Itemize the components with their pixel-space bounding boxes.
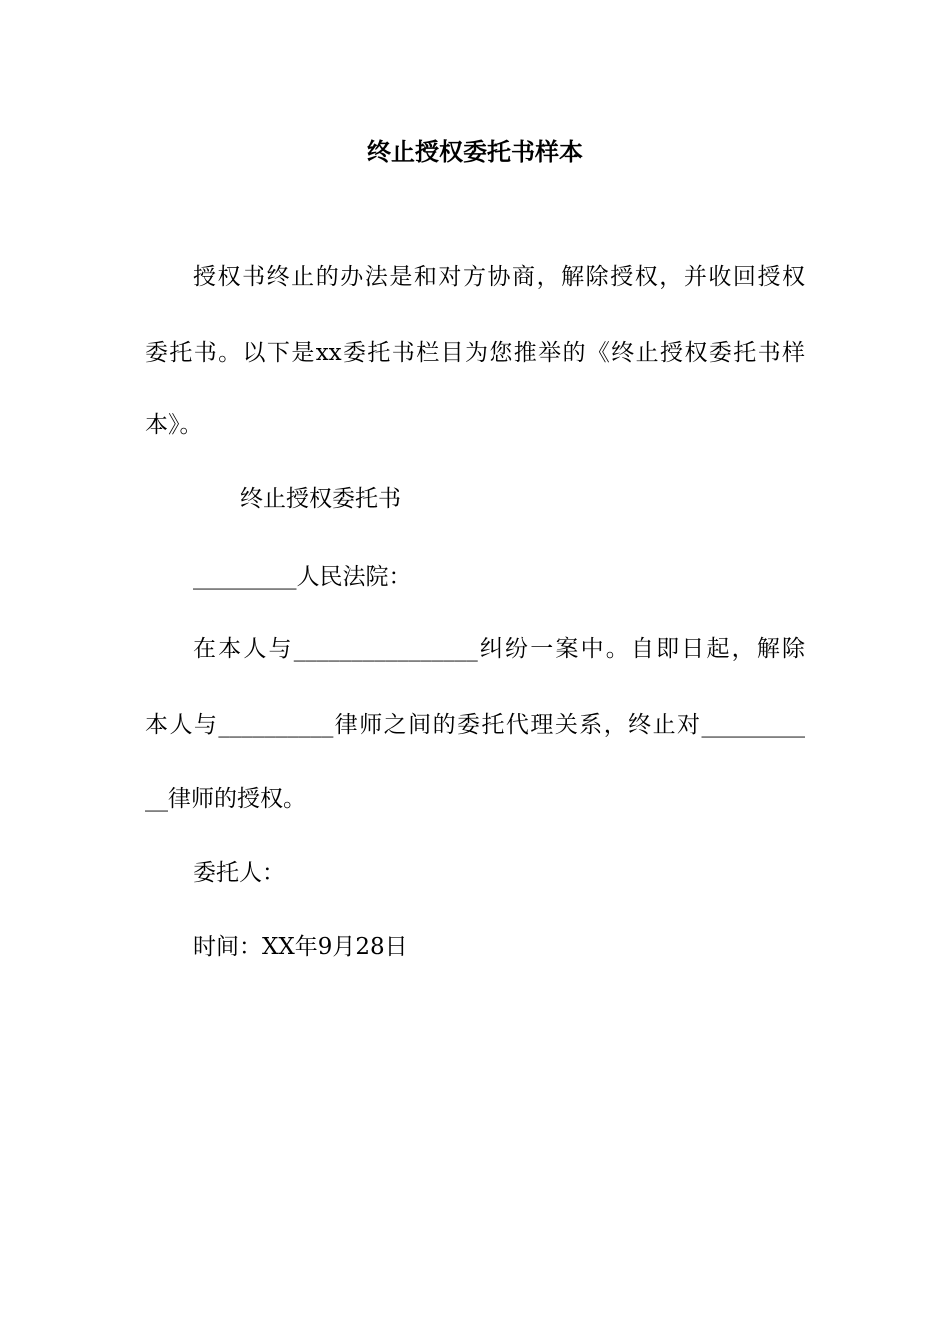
body-line-1: 在本人与________________纠纷一案中。自即日起，解除 [193,636,805,662]
date-line: 时间：XX年9月28日 [193,934,408,960]
letter-title: 终止授权委托书 [240,486,401,512]
body-line-2: 本人与__________律师之间的委托代理关系，终止对_________ [145,712,805,738]
principal-label: 委托人： [193,860,285,886]
intro-line-3: 本》。 [145,412,203,438]
intro-line-1: 授权书终止的办法是和对方协商，解除授权，并收回授权 [193,264,805,290]
addressee-line: _________人民法院： [193,564,412,590]
document-title: 终止授权委托书样本 [367,138,583,166]
intro-line-2: 委托书。以下是xx委托书栏目为您推举的《终止授权委托书样 [145,340,805,366]
body-line-3: __律师的授权。 [145,786,306,812]
